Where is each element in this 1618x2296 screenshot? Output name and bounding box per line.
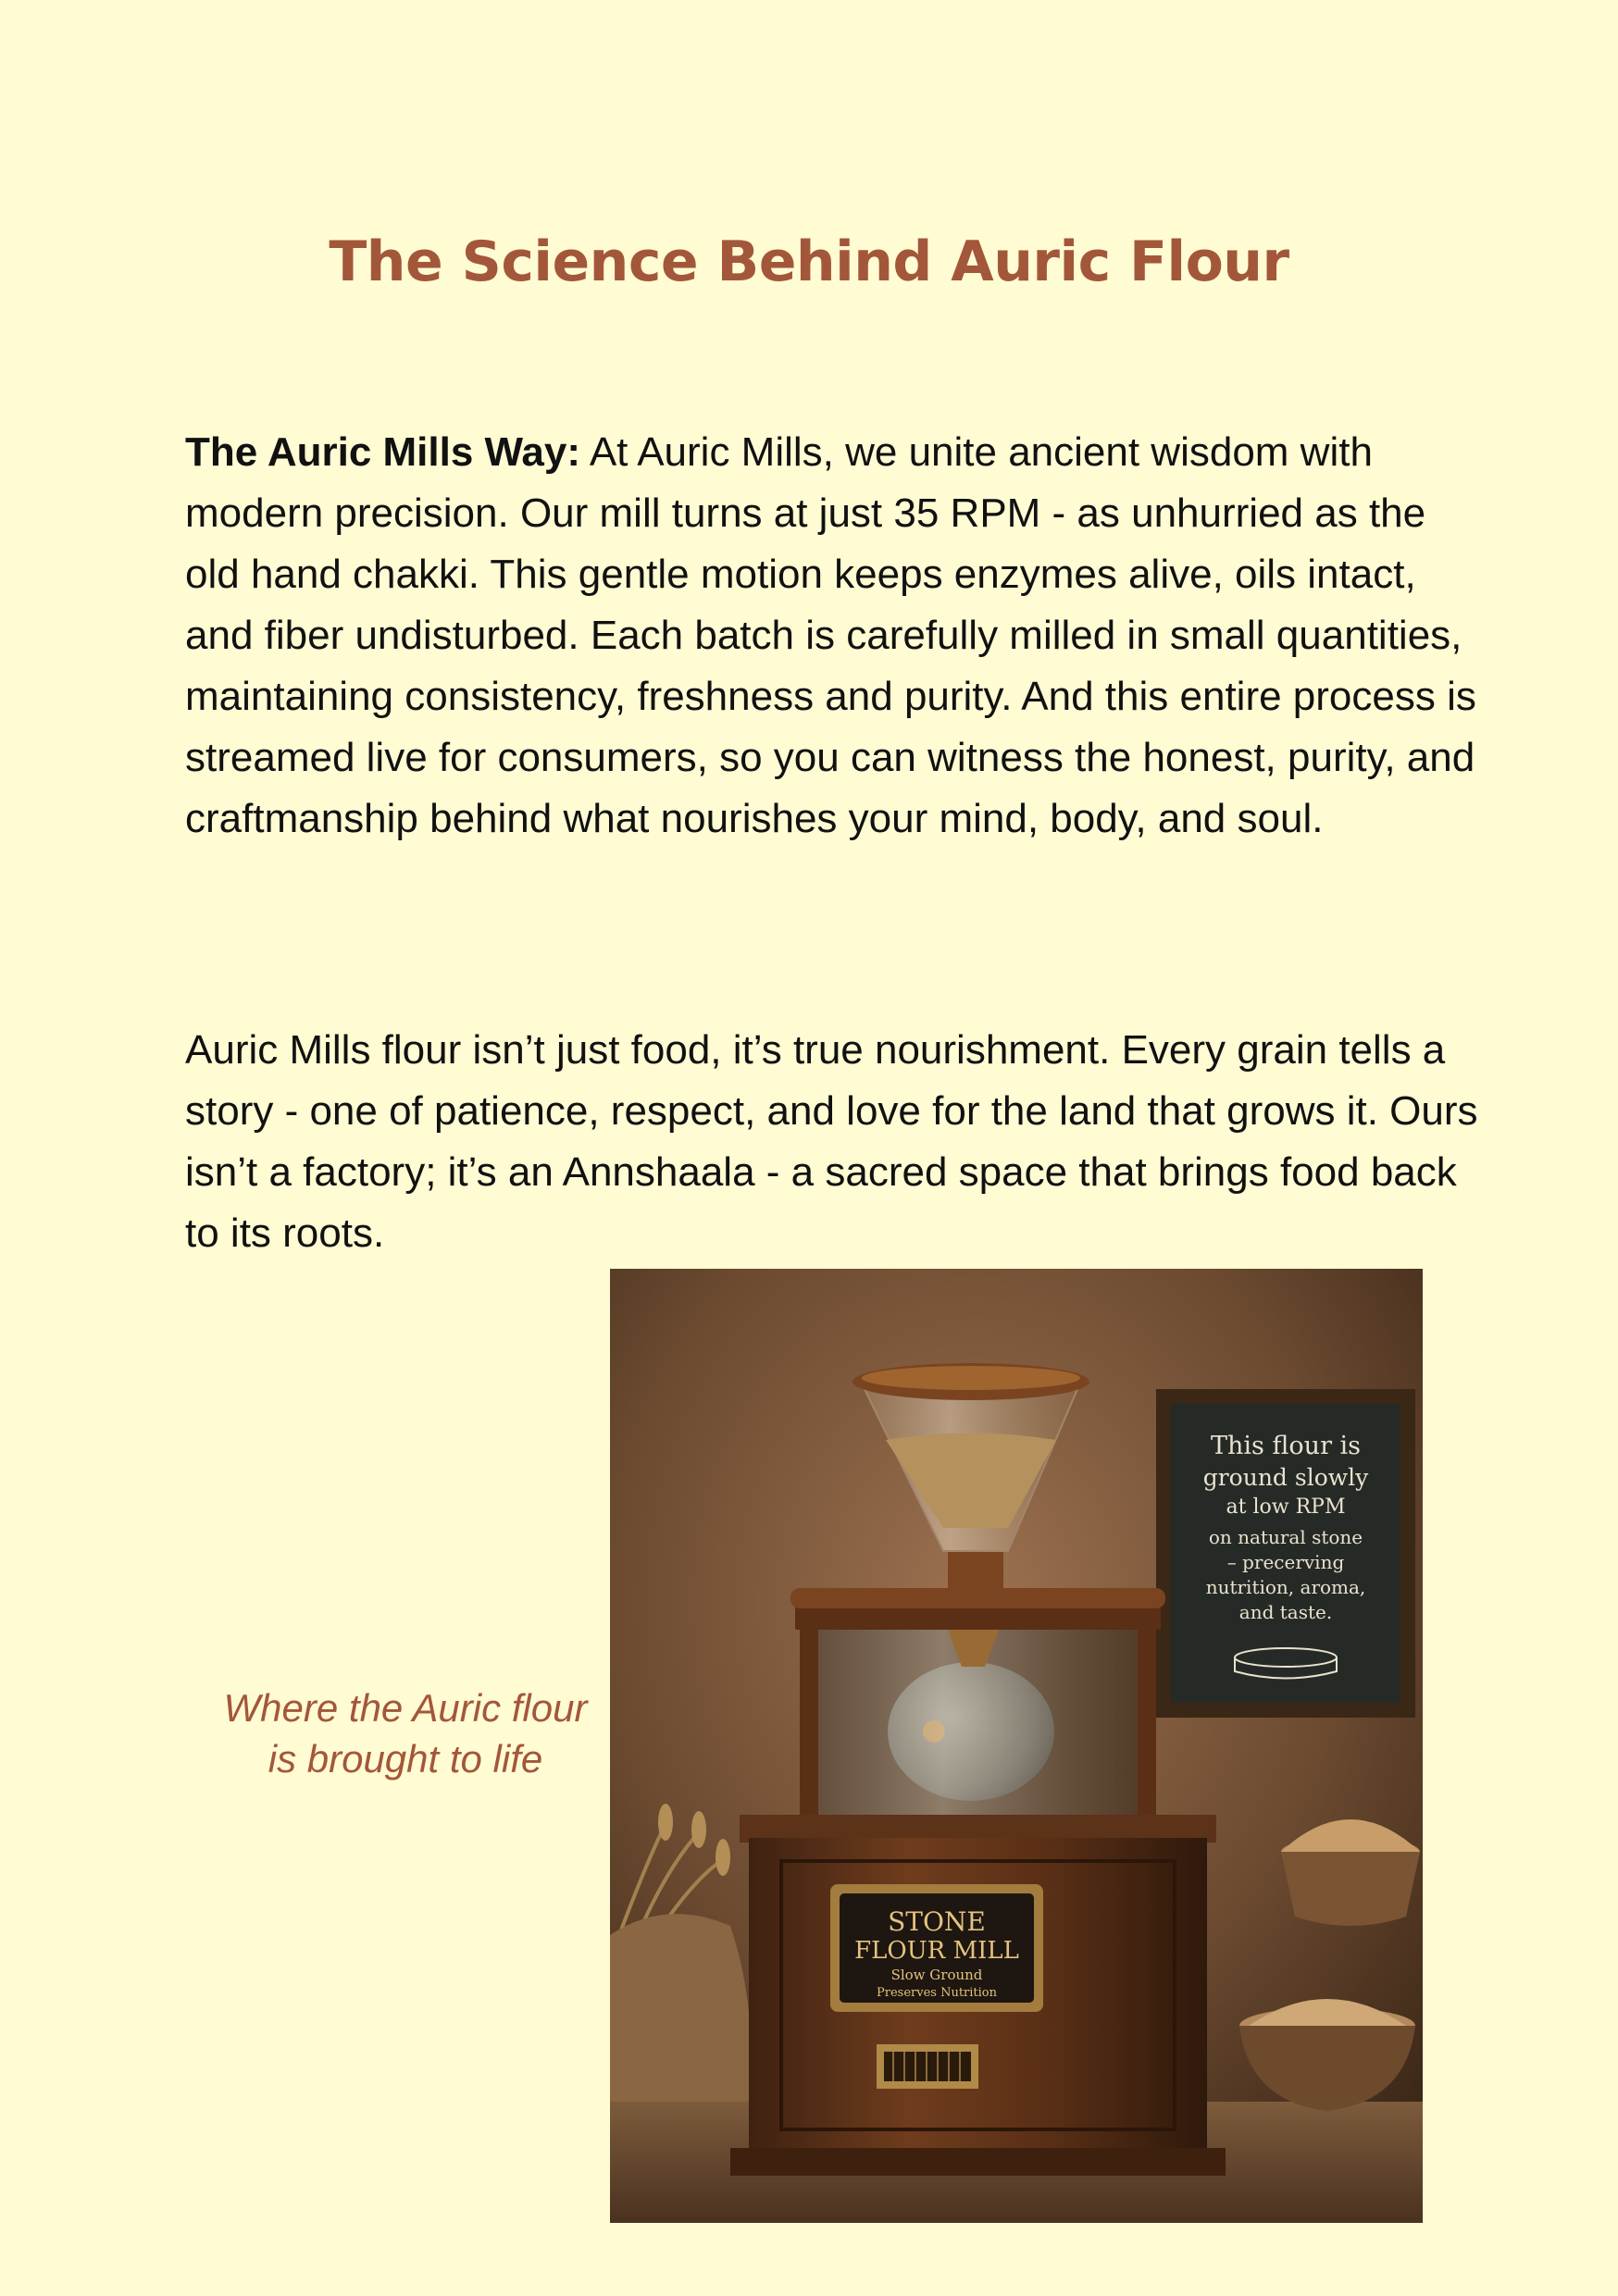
- flour-basket-icon: [1281, 1819, 1420, 1926]
- paragraph-body: At Auric Mills, we unite ancient wisdom with modern precision. Our mill turns at just 35 RPM - as unhurried as the old hand chakki. This gentle motion keeps enzymes alive, oils intact, and fiber undisturbed. Each batch is carefully milled in small quantities, maintaining consistency, freshness and purity. And this entire process is streamed live for consumers, so you can witness the honest, purity, and craftmanship behind what nourishes your mind, body, and soul.: [185, 429, 1476, 841]
- chalkboard-line: on natural stone: [1208, 1526, 1363, 1548]
- chalkboard-line: and taste.: [1238, 1601, 1333, 1623]
- page-title: The Science Behind Auric Flour: [329, 230, 1289, 294]
- chalkboard-line: at low RPM: [1226, 1496, 1346, 1519]
- chalkboard-line: ground slowly: [1202, 1464, 1369, 1491]
- grinding-chamber: [790, 1588, 1165, 1815]
- image-caption: Where the Auric flour is brought to life: [223, 1686, 588, 1781]
- chalkboard-line: – precerving: [1226, 1551, 1345, 1573]
- chalkboard-line: nutrition, aroma,: [1205, 1576, 1366, 1598]
- paragraph-lead: The Auric Mills Way:: [185, 429, 581, 475]
- chalkboard-line: This flour is: [1210, 1432, 1362, 1460]
- stone-flour-mill-photo: [610, 1269, 1423, 2223]
- plaque-line: FLOUR MILL: [854, 1937, 1019, 1965]
- paragraph-auric-mills-way: [185, 422, 1481, 850]
- plaque-line: Slow Ground: [890, 1967, 983, 1983]
- burlap-sack-icon: [610, 1914, 752, 2102]
- plaque-line: Preserves Nutrition: [877, 1986, 997, 2000]
- paragraph-nourishment: Auric Mills flour isn’t just food, it’s true nourishment. Every grain tells a story - one of patience, respect, and love for the land that grows it. Ours isn’t a factory; it’s an Annshaala - a sacred space that brings food back to its roots.: [185, 1027, 1478, 1256]
- chalkboard: [1156, 1389, 1415, 1718]
- plaque-line: STONE: [888, 1906, 986, 1937]
- mill-cabinet: [730, 1815, 1226, 2176]
